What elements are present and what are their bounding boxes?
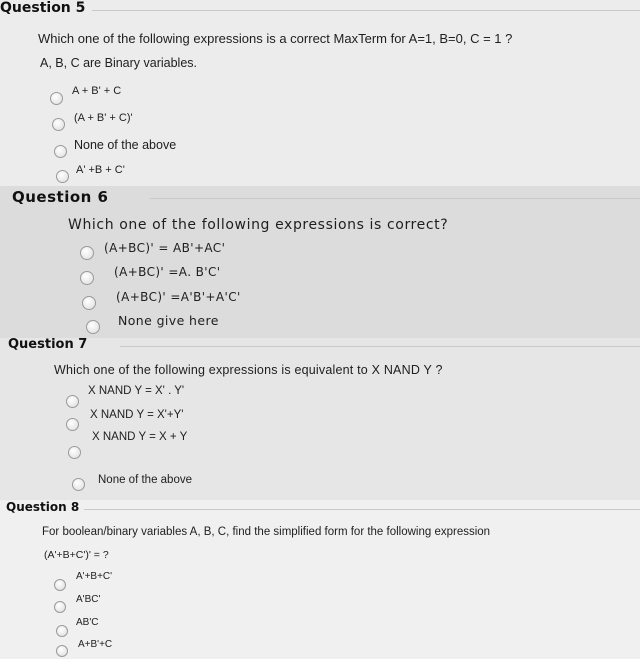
question-8-block [0, 500, 640, 659]
option-radio[interactable] [82, 296, 96, 310]
option-radio[interactable] [56, 625, 68, 637]
option-label[interactable]: A'BC' [76, 594, 101, 605]
option-radio[interactable] [68, 446, 81, 459]
option-radio[interactable] [80, 246, 94, 260]
divider [92, 10, 640, 11]
option-radio[interactable] [66, 395, 79, 408]
question-expression: (A'+B+C')' = ? [44, 549, 109, 561]
question-title: Question 6 [12, 188, 109, 206]
divider [84, 509, 640, 510]
question-title: Question 8 [6, 500, 80, 514]
question-prompt: Which one of the following expressions is correct? [68, 217, 449, 233]
question-title: Question 5 [0, 0, 86, 16]
option-label[interactable]: X NAND Y = X + Y [92, 431, 188, 443]
option-radio[interactable] [54, 579, 66, 591]
question-6-block [0, 186, 640, 338]
option-label[interactable]: X NAND Y = X' . Y' [88, 385, 185, 397]
option-radio[interactable] [50, 92, 63, 105]
divider [120, 346, 640, 347]
option-radio[interactable] [54, 145, 67, 158]
option-radio[interactable] [52, 118, 65, 131]
question-note: A, B, C are Binary variables. [40, 56, 198, 70]
question-prompt: Which one of the following expressions is equivalent to X NAND Y ? [54, 363, 443, 377]
option-label[interactable]: A' +B + C' [76, 164, 125, 176]
option-label[interactable]: A+B'+C [78, 639, 113, 650]
option-radio[interactable] [56, 170, 69, 183]
option-label[interactable]: AB'C [76, 617, 99, 628]
question-title: Question 7 [8, 338, 88, 352]
option-label[interactable]: X NAND Y = X'+Y' [90, 409, 184, 421]
option-radio[interactable] [54, 601, 66, 613]
question-5-block [0, 0, 640, 186]
option-label[interactable]: (A+BC)' =A'B'+A'C' [116, 290, 241, 304]
option-label[interactable]: None give here [118, 313, 219, 328]
option-label[interactable]: A + B' + C [72, 85, 122, 97]
question-prompt: Which one of the following expressions is a correct MaxTerm for A=1, B=0, C = 1 ? [38, 31, 513, 46]
option-label[interactable]: None of the above [98, 474, 192, 486]
option-label[interactable]: None of the above [74, 138, 177, 152]
question-prompt: For boolean/binary variables A, B, C, find the simplified form for the following expression [42, 526, 491, 538]
divider [150, 198, 640, 199]
option-radio[interactable] [66, 418, 79, 431]
option-label[interactable]: (A + B' + C)' [74, 112, 133, 124]
option-label[interactable]: A'+B+C' [76, 571, 113, 582]
option-radio[interactable] [56, 645, 68, 657]
option-radio[interactable] [86, 320, 100, 334]
option-radio[interactable] [80, 271, 94, 285]
option-label[interactable]: (A+BC)' = AB'+AC' [104, 241, 226, 255]
question-7-block [0, 338, 640, 500]
option-radio[interactable] [72, 478, 85, 491]
option-label[interactable]: (A+BC)' =A. B'C' [114, 265, 221, 279]
